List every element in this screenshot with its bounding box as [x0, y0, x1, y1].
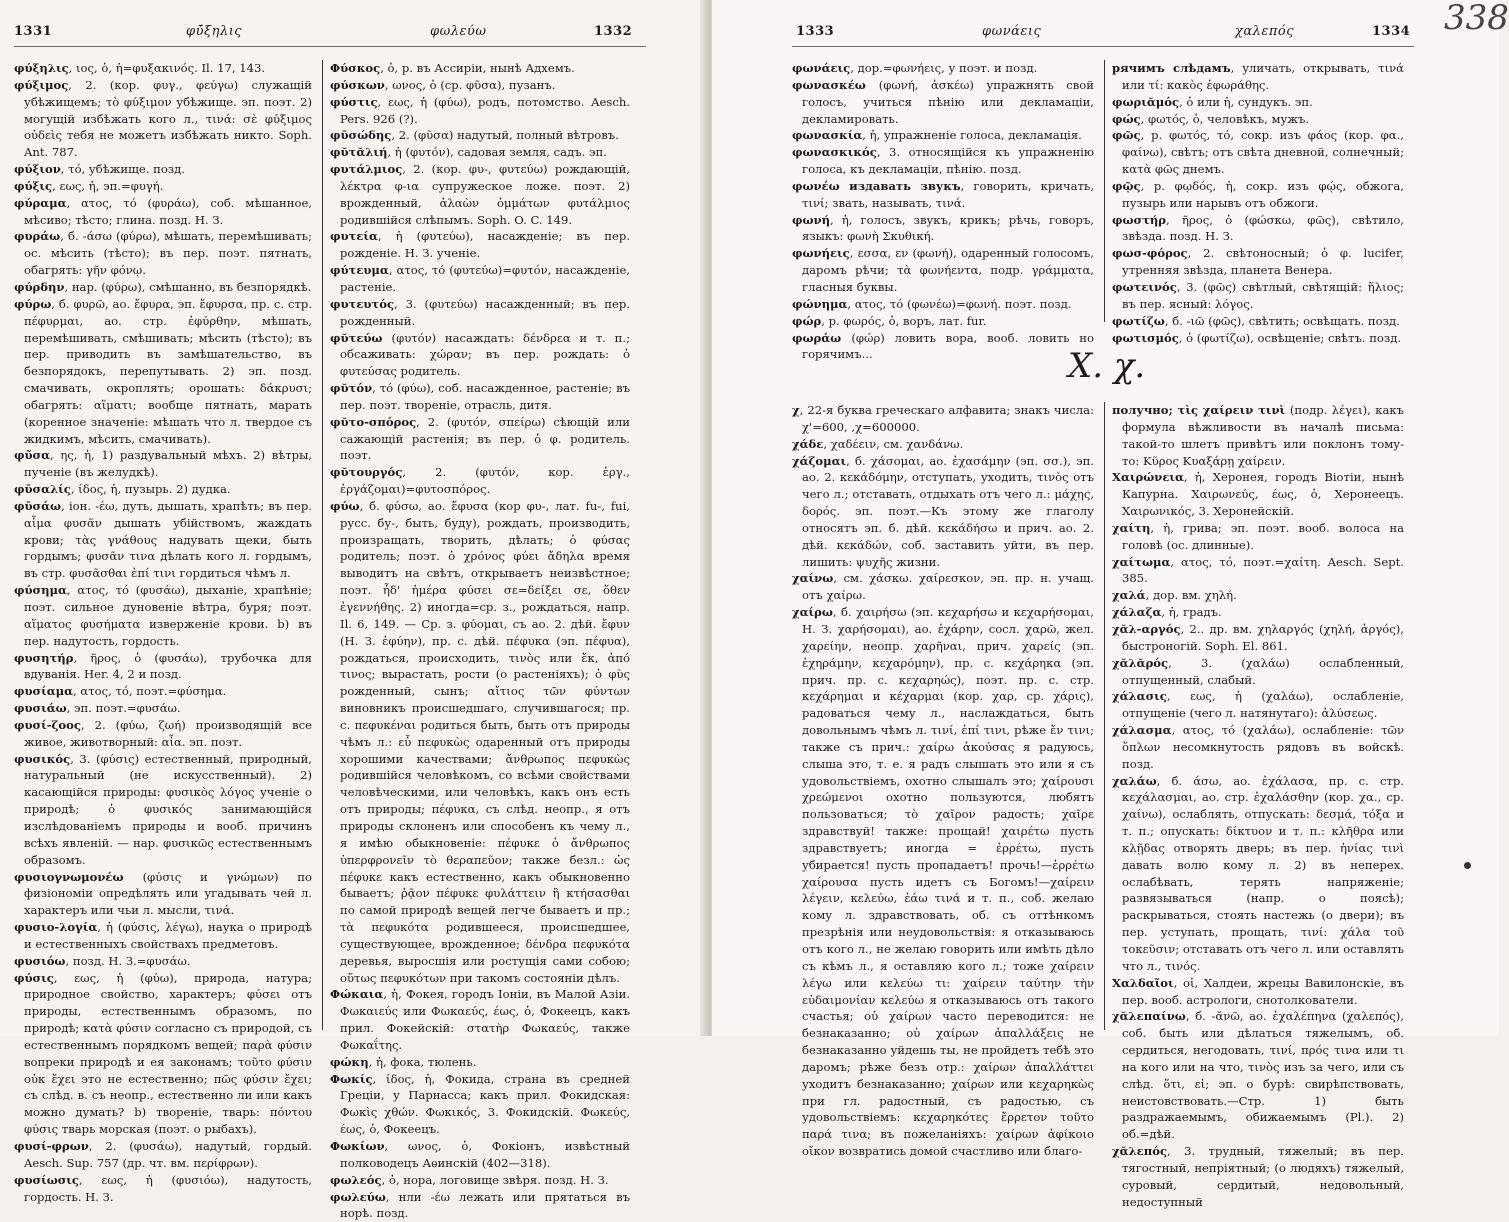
dictionary-entry: φωστήρ, ῆρος, ὁ (φώσκω, φῶς), свѣтило, звѣзда. позд. Н. З.: [1112, 212, 1404, 244]
dictionary-entry: Χαλδαῖοι, οἱ, Халдеи, жрецы Вавилонскіе, въ пер. вооб. астрологи, снотолкователи.: [1112, 975, 1404, 1007]
headword: χαίτη: [1112, 520, 1151, 535]
headword: φώκη: [330, 1054, 369, 1069]
running-head-left: φωνάεις: [982, 24, 1042, 39]
headword: φωσ-φόρος: [1112, 246, 1188, 261]
dictionary-entry: χᾰλεπαίνω, б. -ᾰνῶ, ао. ἐχαλέπηνα (χαλεπός), соб. быть или дѣлаться тяжелымъ, об. сердиться, негодовать, τινί, πρός τινα или τι на кого или на что, τινὸς изъ за чего, или съ слѣд. ὅτι, εἰ; эп. о бурѣ: свирѣпствовать, неистовствовать.—Стр. 1) быть раздражаемымъ, обижаемымъ (Pl.). 2) об.=дѣй.: [1112, 1009, 1404, 1142]
headword: χάζομαι: [792, 453, 847, 468]
headword: φύξιμος: [14, 77, 69, 92]
dictionary-entry: φυράω, б. -άσω (φύρω), мѣшать, перемѣшивать; ос. мѣсить (тѣсто); въ пер. поэт. пятнать, обагрять: γῆν φόνῳ.: [14, 229, 312, 278]
column-divider: [322, 60, 323, 1030]
dictionary-entry: φωλεός, ὁ, нора, логовище звѣря. позд. Н. З.: [330, 1172, 609, 1187]
dictionary-entry: φύραμα, ατος, τό (φυράω), соб. мѣшанное, мѣсиво; тѣсто; глина. позд. Н. З.: [14, 195, 312, 227]
dictionary-entry: φωνή, ἡ, голосъ, звукъ, крикъ; рѣчь, говоръ, языкъ: φωνὴ Σκυθική.: [792, 212, 1094, 244]
headword: χάλαζα: [1112, 605, 1162, 620]
headword: φωνέω издавать звукъ: [792, 178, 961, 193]
dictionary-entry: φύω, б. φύσω, ао. ἔφυσα (кор φυ-, лат. fu-, fui, русс. бу-, быть, буду), рождать, производить, произращать, творить, дѣлать; ὁ φύσας родитель; поэт. ὁ χρόνος φύει ἄδηλα время выводитъ на свѣтъ, открываетъ неизвѣстное; поэт. ἧδ' ἡμέρα φύσει σε=δείξει σε, ὅθεν ἐγεννήθης. 2) иногда=ср. з., рождаться, напр. Il. 6, 149. — Ср. з. φύομαι, съ ао. 2. дѣй. ἔφυν (Н. З. ἐφύην), пр. с. дѣй. πέφυκα (эп. πέφυα), рождаться, происходить, τινὸς или ἔκ, ἀπό τινος; вырастать, рости (о растеніяхъ); ὁ φὺς рожденный, сынъ; αἴτιος τῶν φύντων виновникъ происшедшаго, случившагося; пр. с. πεφυκέναι родиться быть, быть отъ природы чѣмъ л.: εὖ πεφυκὼς одаренный отъ природы хорошими качествами; ἄνθρωπος πεφυκὼς родившійся человѣкомъ, со всѣми свойствами человѣческими, или человѣкъ, какъ онъ есть отъ природы; πέφυκα, съ слѣд. неопр., я отъ природы склоненъ или способенъ къ чему л., я имѣю обыкновеніе: πέφυκε ὁ ἄνθρωπος ὑπερφρονεῖν τὸ θεραπεῦον; также безл.: ὡς πέφυκε какъ естественно, какъ обыкновенно бываетъ; ῥᾷον πέφυκε φυλάττειν ἢ κτήσασθαι по самой природѣ вещей легче бываетъ и пр.; τὰ πεφυκότα родившееся, происшедшее, существующее, врожденное; δένδρα πεφυκότα деревья, выросшія или ростущія сами собою; οὕτως πεφυκότων при такомъ состояніи дѣлъ.: [330, 498, 630, 985]
dictionary-entry: φωριᾰμός, ὁ или ἡ, сундукъ. эп.: [1112, 94, 1313, 109]
dictionary-entry: φυσητήρ, ῆρος, ὁ (φυσάω), трубочка для вдуванія. Her. 4, 2 и позд.: [14, 650, 312, 682]
headword: φυσικός: [14, 751, 71, 766]
right-page-column-1-top: [792, 60, 1094, 363]
headword: φύξιον: [14, 162, 61, 177]
right-page: [712, 0, 1509, 1209]
dictionary-entry: χάλασμα, ατος, τό (χαλάω), ослабленіе: τῶν ὅπλων несомкнутость рядовъ въ войскѣ. позд.: [1112, 723, 1404, 771]
headword: φωνασκικός: [792, 145, 877, 160]
headword: φυσίαμα: [14, 684, 74, 699]
headword: φώνημα: [792, 296, 848, 311]
dictionary-entry: φῷς, р. φῳδός, ἡ, сокр. изъ φῴς, обжога, пузырь или нарывъ отъ обжоги.: [1112, 178, 1404, 210]
dictionary-entry: φύσημα, ατος, τό (φυσάω), дыханіе, храпѣніе; поэт. сильное дуновеніе вѣтра, буря; поэт. αἵματος φυσήματα изверженіе крови. b) въ пер. надутость, гордость.: [14, 583, 312, 648]
dictionary-entry: φύσκων, ωνος, ὁ (ср. φῦσα), пузанъ.: [330, 77, 556, 92]
headword: φώς: [1112, 111, 1141, 126]
dictionary-entry: φωράω (φώρ) ловить вора, вооб. ловить но горячимъ...: [792, 330, 1094, 362]
headword: Φωκίς: [330, 1071, 373, 1086]
headword: φωτίζω: [1112, 313, 1165, 328]
dictionary-entry: χαλά, дор. вм. χηλή.: [1112, 588, 1237, 603]
dictionary-entry: φῦσα, ης, ἡ, 1) раздувальный мѣхъ. 2) вѣтры, пученіе (въ желудкѣ).: [14, 448, 312, 480]
headword: φῡσώδης: [330, 128, 392, 143]
section-heading-chi: X. χ.: [1068, 346, 1146, 386]
dictionary-entry: φῠτουργός, 2. (φυτόν, кор. ἐργ., ἐργάζομαι)=φυτοσπόρος.: [330, 465, 630, 497]
headword: φωτεινός: [1112, 279, 1177, 294]
headword: χαλάω: [1112, 773, 1157, 788]
running-head-left: φῡ́ξηλις: [186, 24, 243, 39]
headword: χάδε: [792, 436, 824, 451]
headword: φῠτεύω: [330, 330, 392, 345]
headword: φύσις: [14, 970, 54, 985]
dictionary-entry: χάδε, χαδέειν, см. χανδάνω.: [792, 436, 964, 451]
dictionary-entry: χαίτη, ἡ, грива; эп. поэт. вооб. волоса на головѣ (ос. длинные).: [1112, 520, 1404, 552]
dictionary-entry: φύτευμα, ατος, τό (φυτεύω)=φυτόν, насажденіе, растеніе.: [330, 263, 630, 294]
column-divider-bottom: [1104, 402, 1105, 1030]
dictionary-entry: φῠτο-σπόρος, 2. (φυτόν, σπείρω) сѣющій или сажающій растенія; въ пер. ὁ φ. родитель. поэт.: [330, 414, 630, 463]
headword: Χαλδαῖοι: [1112, 975, 1174, 990]
dictionary-entry: φωτισμός, ὁ (φωτίζω), освѣщеніе; свѣтъ. позд.: [1112, 330, 1402, 345]
headword: φωνάεις: [792, 61, 851, 75]
dictionary-entry: Χαιρώνεια, ἡ, Херонея, городъ Віотіи, нынѣ Капурна. Χαιρωνεύς, έως, ὁ, Херонеецъ. Χαιρωνικός, 3. Херонейскій.: [1112, 470, 1404, 519]
dictionary-entry: χάλαζα, ἡ, градъ.: [1112, 605, 1222, 620]
dictionary-entry: φώκη, ἡ, фока, тюлень.: [330, 1054, 477, 1069]
dictionary-entry: φῡσώδης, 2. (φῦσα) надутый, полный вѣтровъ.: [330, 128, 619, 143]
headword: φῠτᾰλιή: [330, 145, 388, 160]
headword: φῠτουργός: [330, 465, 403, 480]
headword: χαίτωμα: [1112, 554, 1171, 569]
headword: χᾰλεπός: [1112, 1144, 1168, 1159]
dictionary-entry: χάλασις, εως, ἡ (χαλάω), ослабленіе, отпущеніе (чего л. натянутаго): ἀλύσεως.: [1112, 689, 1404, 721]
dictionary-entry: Φύσκος, ὁ, р. въ Ассиріи, нынѣ Адхемъ.: [330, 61, 575, 75]
headword: χάλασις: [1112, 689, 1167, 704]
dictionary-entry: φυσιο-λογία, ἡ (φύσις, λέγω), наука о природѣ и естественныхъ свойствахъ предметовъ.: [14, 920, 312, 951]
dictionary-entry: φυσιόω, позд. Н. З.=φυσάω.: [14, 953, 191, 968]
headword: φύσκων: [330, 77, 385, 92]
dictionary-entry: χάζομαι, б. χάσομαι, ао. ἐχασάμην (эп. σσ.), эп. ао. 2. κεκάδόμην, отступать, уходить, τινὸς отъ чего л.; отставать, отдыхать отъ чего л.: μάχης, δορός. эп. поэт.—Къ этому же глаголу относятъ эп. б. дѣй. κεκάδήσω и прич. ао. 2. дѣй. κεκάδών, соб. заставить уйти, въ пер. лишить: ψυχῆς жизни.: [792, 453, 1094, 569]
headword: φωστήρ: [1112, 212, 1167, 227]
dictionary-entry: χαίτωμα, ατος, τό, поэт.=χαίτη. Aesch. Sept. 385.: [1112, 554, 1404, 586]
dictionary-entry: φύξις, εως, ἡ, эп.=φυγή.: [14, 178, 164, 193]
dictionary-entry: φύξιμος, 2. (кор. φυγ., φεύγω) служащій убѣжищемъ; τὸ φύξιμον убѣжище. эп. поэт. 2) могущій избѣжать кого л., τινά: σὲ φύξιμος οὐδεὶς тебя не можетъ избѣжать никто. Soph. Ant. 787.: [14, 77, 312, 160]
headword: φύστις: [330, 94, 378, 109]
dictionary-entry: φύσις, εως, ἡ (φύω), природа, натура; природное свойство, характеръ; φύσει отъ природы, естественнымъ образомъ, по природѣ; κατὰ φύσιν согласно съ природой, съ естественнымъ порядкомъ вещей; παρὰ φύσιν вопреки природѣ и ея законамъ; τοῦτο φύσιν οὐκ ἔχει это не естественно; πῶς φύσιν ἔχει; съ слѣд. в. съ неопр., естественно ли или какъ можно думать? b) твореніе, тварь: πόντου φύσις тварь морская (поэт. о рыбахъ).: [14, 970, 312, 1137]
headword: φωνή: [792, 212, 831, 227]
headword: φυτάλμιος: [330, 162, 403, 177]
dictionary-entry: φυτάλμιος, 2. (кор. φυ-, φυτεύω) рождающій, λέκτρα φ-ια супружеское ложе. поэт. 2) врожденный, ἀλαὼν ὀμμάτων φυτάλμιος родившійся слѣпымъ. Soph. O. C. 149.: [330, 162, 630, 227]
left-page-column-2: [330, 60, 630, 1222]
left-page: [0, 0, 712, 1221]
dictionary-entry: рячимъ слѣдамъ, уличать, открывать, τινά или τί: κακὸς ἐφωράθης.: [1112, 61, 1404, 92]
dictionary-entry: φωνασκέω (φωνή, ἀσκέω) упражнять свой голосъ, учиться пѣнію или декламаціи, декламировать.: [792, 77, 1094, 126]
headword: φώρ: [792, 313, 822, 328]
dictionary-entry: φωτεινός, 3. (φῶς) свѣтлый, свѣтящій: ἥλιος; въ пер. ясный: λόγος.: [1112, 279, 1404, 311]
dictionary-entry: φῠτᾰλιή, ἡ (φυτόν), садовая земля, садъ. эп.: [330, 145, 607, 160]
headword: Φώκαια: [330, 987, 384, 1002]
dictionary-entry: φύξηλις, ιος, ὁ, ἡ=φυξακινός. Il. 17, 143.: [14, 61, 266, 75]
right-page-column-2-bottom: [1112, 402, 1404, 1211]
dictionary-entry: φυσίωσις, εως, ἡ (φυσιόω), надутость, гордость. Н. З.: [14, 1172, 312, 1204]
headword: φῷς: [1112, 178, 1141, 193]
headword: φύσημα: [14, 583, 67, 598]
headword: φύξηλις: [14, 61, 69, 75]
headword: φυσιάω: [14, 701, 67, 716]
headword: φῠτόν: [330, 381, 373, 396]
headword: χᾰλ-αργός: [1112, 621, 1181, 636]
dictionary-entry: φυσί-ζοος, 2. (φύω, ζωή) производящій все живое, животворный: αἶα. эп. поэт.: [14, 717, 312, 749]
page-number-1334: 1334: [1372, 24, 1411, 39]
headword: Φωκίων: [330, 1139, 385, 1153]
dictionary-entry: φῡσαλίς, ίδος, ἡ, пузырь. 2) дудка.: [14, 482, 231, 497]
headword: φῶς: [1112, 128, 1141, 143]
dictionary-entry: φωνασκία, ἡ, упражненіе голоса, декламація.: [792, 128, 1082, 143]
headword: χαίνω: [792, 571, 834, 586]
dictionary-entry: φῡσάω, іон. -έω, дуть, дышать, храпѣть; въ пер. αἷμα φυσᾶν дышать убійствомъ, жаждать крови; τὰς γνάθους надувать щеки, быть гордымъ; φυσᾶν τινα дѣлать кого л. гордымъ, въ стр. φυσᾶσθαι ἐπί τινι гордиться чѣмъ л.: [14, 498, 312, 581]
headword: φύρω: [14, 296, 52, 311]
headword: φυτευτός: [330, 296, 395, 311]
dictionary-entry: φύξιον, τό, убѣжище. позд.: [14, 162, 185, 177]
left-page-column-1: [14, 60, 312, 1205]
dictionary-entry: φύρω, б. φυρῶ, ао. ἔφυρα, эп. ἔφυρσα, пр. с. стр. πέφυρμαι, ао. стр. ἐφύρθην, мѣшать, перемѣшивать, смѣшивать; мѣсить (тѣсто); въ пер. приводить въ замѣшательство, въ безпорядокъ, перепутывать. 2) эп. позд. смачивать, окроплять; орошать: δάκρυσι; обагрять: αἵματι; вообще пятнать, марать (коренное значеніе: мѣшать что л. твердое съ жидкимъ, мѣсить, смачивать).: [14, 296, 312, 446]
dictionary-entry: φυσί-φρων, 2. (φυσάω), надутый, гордый. Aesch. Sup. 757 (др. чт. вм. περίφρων).: [14, 1139, 312, 1170]
headword: φωτισμός: [1112, 330, 1179, 345]
page-number-1331: 1331: [14, 24, 53, 39]
right-page-column-1-bottom: [792, 402, 1094, 1160]
headword: φύτευμα: [330, 263, 389, 278]
headword: φυράω: [14, 229, 61, 244]
running-head-right: χαλεπός: [1235, 24, 1295, 39]
headword: χᾰλᾰρός: [1112, 655, 1169, 670]
dictionary-entry: χαίνω, см. χάσκω. χαίρεσκον, эп. пр. н. учащ. отъ χαίρω.: [792, 571, 1094, 603]
dictionary-entry: φῠτόν, τό (φύω), соб. насажденное, растеніе; въ пер. поэт. твореніе, отрасль, дитя.: [330, 381, 630, 412]
headword: Χαιρώνεια: [1112, 470, 1184, 485]
dictionary-entry: φῠτεύω (φυτόν) насаждать: δένδρεα и т. п.; обсаживать: χώραν; въ пер. рождать: ὁ φυτεύσας родитель.: [330, 330, 630, 379]
headword: φωράω: [792, 330, 852, 345]
dictionary-entry: χᾰλεπός, 3. трудный, тяжелый; въ пер. тягостный, непріятный; (о людяхъ) тяжелый, суровый, сердитый, недовольный, недоступный: [1112, 1144, 1404, 1209]
dictionary-entry: получно; τὶς χαίρειν τινὶ (подр. λέγει), какъ формула вѣжливости въ началѣ письма: такой-то шлетъ привѣтъ или поклонъ тому-то: Κῦρος Κυαξάρῃ χαίρειν.: [1112, 403, 1404, 468]
headword: φωλεύω: [330, 1189, 386, 1204]
dictionary-entry: χᾰλ-αργός, 2.. др. вм. χηλαργός (χηλή, ἀργός), быстроногій. Soph. El. 861.: [1112, 621, 1404, 653]
dictionary-entry: φύστις, εως, ἡ (φύω), родъ, потомство. Aesch. Pers. 926 (?).: [330, 94, 630, 126]
dictionary-entry: φωνήεις, εσσα, εν (φωνή), одаренный голосомъ, даромъ рѣчи; τὰ φωνήεντα, подр. γράμματα, гласныя буквы.: [792, 246, 1094, 294]
column-divider-top: [1104, 60, 1105, 322]
headword: φύξις: [14, 178, 53, 193]
ink-spot: [1464, 862, 1471, 869]
dictionary-entry: φύρδην, нар. (φύρω), смѣшанно, въ безпорядкѣ.: [14, 279, 312, 294]
dictionary-entry: φωνέω издавать звукъ, говорить, кричать, τινί; звать, называть, τινά.: [792, 178, 1095, 210]
dictionary-entry: χ, 22-я буква греческаго алфавита; знакъ числа: χ'=600, ,χ=600000.: [792, 403, 1094, 434]
headword: φῠτο-σπόρος: [330, 414, 417, 429]
headword: φυσιο-λογία: [14, 920, 98, 935]
dictionary-entry: φωσ-φόρος, 2. свѣтоносный; ὁ φ. lucifer, утренняя звѣзда, планета Венера.: [1112, 246, 1404, 278]
headword: φυσί-φρων: [14, 1139, 89, 1153]
page-number-1333: 1333: [796, 24, 835, 39]
headword: φύρδην: [14, 279, 65, 294]
dictionary-entry: φώρ, р. φωρός, ὁ, воръ, лат. fur.: [792, 313, 987, 328]
dictionary-entry: χᾰλᾰρός, 3. (χαλάω) ослабленный, отпущенный, слабый.: [1112, 655, 1404, 687]
dictionary-entry: φυτεία, ἡ (φυτεύω), насажденіе; въ пер. рожденіе. Н. З. ученіе.: [330, 229, 630, 261]
dictionary-entry: Φωκίων, ωνος, ὁ, Фокіонъ, извѣстный полководецъ Аѳинскій (402—318).: [330, 1139, 630, 1170]
dictionary-entry: φυσίαμα, ατος, τό, поэт.=φύσημα.: [14, 684, 227, 699]
headword: получно; τὶς χαίρειν τινὶ: [1112, 403, 1290, 417]
dictionary-entry: φωτίζω, б. -ιῶ (φῶς), свѣтить; освѣщать. позд.: [1112, 313, 1400, 328]
dictionary-entry: φυσιάω, эп. поэт.=φυσάω.: [14, 701, 181, 716]
headword: φωνήεις: [792, 246, 850, 261]
dictionary-entry: φυτευτός, 3. (φυτεύω) насажденный; въ пер. рожденный.: [330, 296, 630, 328]
dictionary-entry: φυσικός, 3. (φύσις) естественный, природный, натуральный (не искусственный). 2) касающійся природы: φυσικὸς λόγος ученіе о природѣ; ὁ φυσικός занимающійся изслѣдованіемъ природы и вооб. причинъ всѣхъ явленій. — нар. φυσικῶς естественнымъ образомъ.: [14, 751, 312, 867]
dictionary-entry: φώνημα, ατος, τό (φωνέω)=φωνή. поэт. позд.: [792, 296, 1072, 311]
headword: φυσίωσις: [14, 1172, 79, 1187]
dictionary-entry: φυσιογνωμονέω (φύσις и γνώμων) по физіономіи опредѣлять или угадывать чей л. характеръ или чьи л. мысли, τινά.: [14, 869, 312, 918]
headword: χᾰλεπαίνω: [1112, 1009, 1186, 1024]
headword: φωλεός: [330, 1172, 382, 1187]
headword: φῡσαλίς: [14, 482, 71, 497]
page-number-1332: 1332: [594, 24, 633, 39]
dictionary-entry: φωνασκικός, 3. относящійся къ упражненію голоса, къ декламаціи, пѣнію. позд.: [792, 145, 1094, 177]
headword: φυτεία: [330, 229, 378, 244]
headword: φυσιογνωμονέω: [14, 869, 143, 884]
headword: χάλασμα: [1112, 723, 1172, 738]
headword: рячимъ слѣдамъ: [1112, 61, 1231, 75]
dictionary-entry: χαίρω, б. χαιρήσω (эп. κεχαρήσω и κεχαρήσομαι, Н. З. χαρήσομαι), ао. ἐχάρην, сосл. χαρῶ, жел. χαρείην, неопр. χαρῆναι, прич. χαρείς (эп. ἐχηράμην, κεχαρόμην), пр. с. κεχάρηκα (эп. прич. пр. с. κεχαρηώς), поэт. пр. с. стр. κεχάρημαι и κέχαρμαι (кор. χαρ, ср. χάρις), радоваться чему л., наслаждаться, быть довольнымъ чѣмъ л. τινί, ἐπί τινι, рѣже ἔν τινι; также съ прич.: χαίρω ἀκούσας я радуюсь, слыша это, т. е. я радъ слышать это или я съ удовольствіемъ, охотно слышалъ это; χαίρουσι χρεώμενοι охотно пользуются, любятъ пользоваться; τὸ χαῖρον радость; χαῖρε здравствуй! также: прощай! χαιρέτω пусть здравствуетъ; иногда = ἐρρέτω, пусть убирается! пусть пропадаетъ! прочь!—ἐρρέτω χαίρουσα пусть идетъ съ Богомъ!—χαίρειν λέγειν, κελεύω, ἐάω τινά и т. п., соб. желаю кому л. здравствовать, об. съ оттѣнкомъ презрѣнія или неудовольствія: я отказываюсь отъ кого л., не желаю говорить или имѣть дѣло съ кѣмъ л., я оставляю кого л.; тоже χαίρειν λέγω или κελεύω τι: χαίρειν ταύτην τὴν εὐδαιμονίαν κελεύω я отказываюсь отъ такого счастья; οὐ χαίρων часто переводится: не безнаказанно; οὐ χαίρων ἀπαλλάξεις не безнаказанно уйдешь ты, не пройдетъ тебѣ это даромъ; рѣже безъ отр.: χαίρων ἀπαλλάττει уходитъ безнаказанно; χαίρων или κεχαρηκὼς при гл. радостный, съ радостью, съ удовольствіемъ: κεχαρηκότες ἔρρετον τοῦτο παρά τινα; въ пожеланіяхъ: χαίρων ἀφίκοιο οἴκον возвратись домой счастливо или благо-: [792, 605, 1094, 1159]
headword: Φύσκος: [330, 61, 381, 75]
right-page-column-2-top: [1112, 60, 1404, 346]
headword: χαίρω: [792, 605, 833, 620]
dictionary-entry: φῶς, р. φωτός, τό, сокр. изъ φάος (кор. φα., φαίνω), свѣтъ; отъ свѣта дневной, солнечный; κατὰ φῶς днемъ.: [1112, 128, 1404, 177]
headword: φύραμα: [14, 195, 67, 210]
dictionary-entry: φωλεύω, нли -έω лежать или прятаться въ норѣ. позд.: [330, 1189, 630, 1221]
header-rule: [14, 46, 646, 47]
headword: φῦσα: [14, 448, 51, 463]
headword: φῡσάω: [14, 498, 62, 513]
headword: φωνασκέω: [792, 77, 879, 92]
dictionary-entry: χαλάω, б. άσω, ао. ἐχάλασα, пр. с. стр. κεχάλασμαι, ао. стр. ἐχαλάσθην (кор. χα., ср. χαίνω), ослаблять, отпускать: δεσμά, τόξα и т. п.; опускать: δίκτυον и т. п.: κλῆθρα или κλῇδας отворять дверь; въ пер. ἡνίας τινὶ давать волю кому л. 2) въ неперех. ослабѣвать, терять напряженіе; развязываться (напр. о поясѣ); раскрываться, стоять настежь (о двери); въ пер. уступать, прощать, τινί: χάλα τοῦ τοκεῦσιν; отставать отъ чего л. или оставлять что л., τινός.: [1112, 773, 1404, 973]
dictionary-entry: Φώκαια, ἡ, Фокея, городъ Іоніи, въ Малой Азіи. Φωκαιεύς или Φωκαεύς, έως, ὁ, Фокеецъ, какъ прил. Фокейскій: στατὴρ Φωκαεύς, также Φωκαΐτης.: [330, 987, 630, 1052]
header-rule: [792, 46, 1414, 47]
headword: χ: [792, 403, 800, 417]
headword: φυσητήρ: [14, 650, 74, 665]
headword: φωριᾰμός: [1112, 94, 1180, 109]
headword: φυσί-ζοος: [14, 717, 81, 732]
headword: φωνασκία: [792, 128, 863, 143]
dictionary-entry: φώς, φωτός, ὁ, человѣкъ, мужъ.: [1112, 111, 1310, 126]
running-head-right: φωλεύω: [430, 24, 487, 39]
dictionary-entry: Φωκίς, ίδος, ἡ, Фокида, страна въ средней Греціи, у Парнасса; какъ прил. Фокидская: Φωκὶς χθών. Φωκικός, 3. Фокидскій. Φωκεύς, έως, ὁ, Фокеецъ.: [330, 1071, 630, 1137]
dictionary-entry: φωνάεις, дор.=φωνήεις, у поэт. и позд.: [792, 61, 1038, 75]
headword: φύω: [330, 498, 360, 513]
pencil-annotation: 338: [1444, 0, 1509, 38]
headword: φυσιόω: [14, 953, 66, 968]
headword: χαλά: [1112, 588, 1146, 603]
